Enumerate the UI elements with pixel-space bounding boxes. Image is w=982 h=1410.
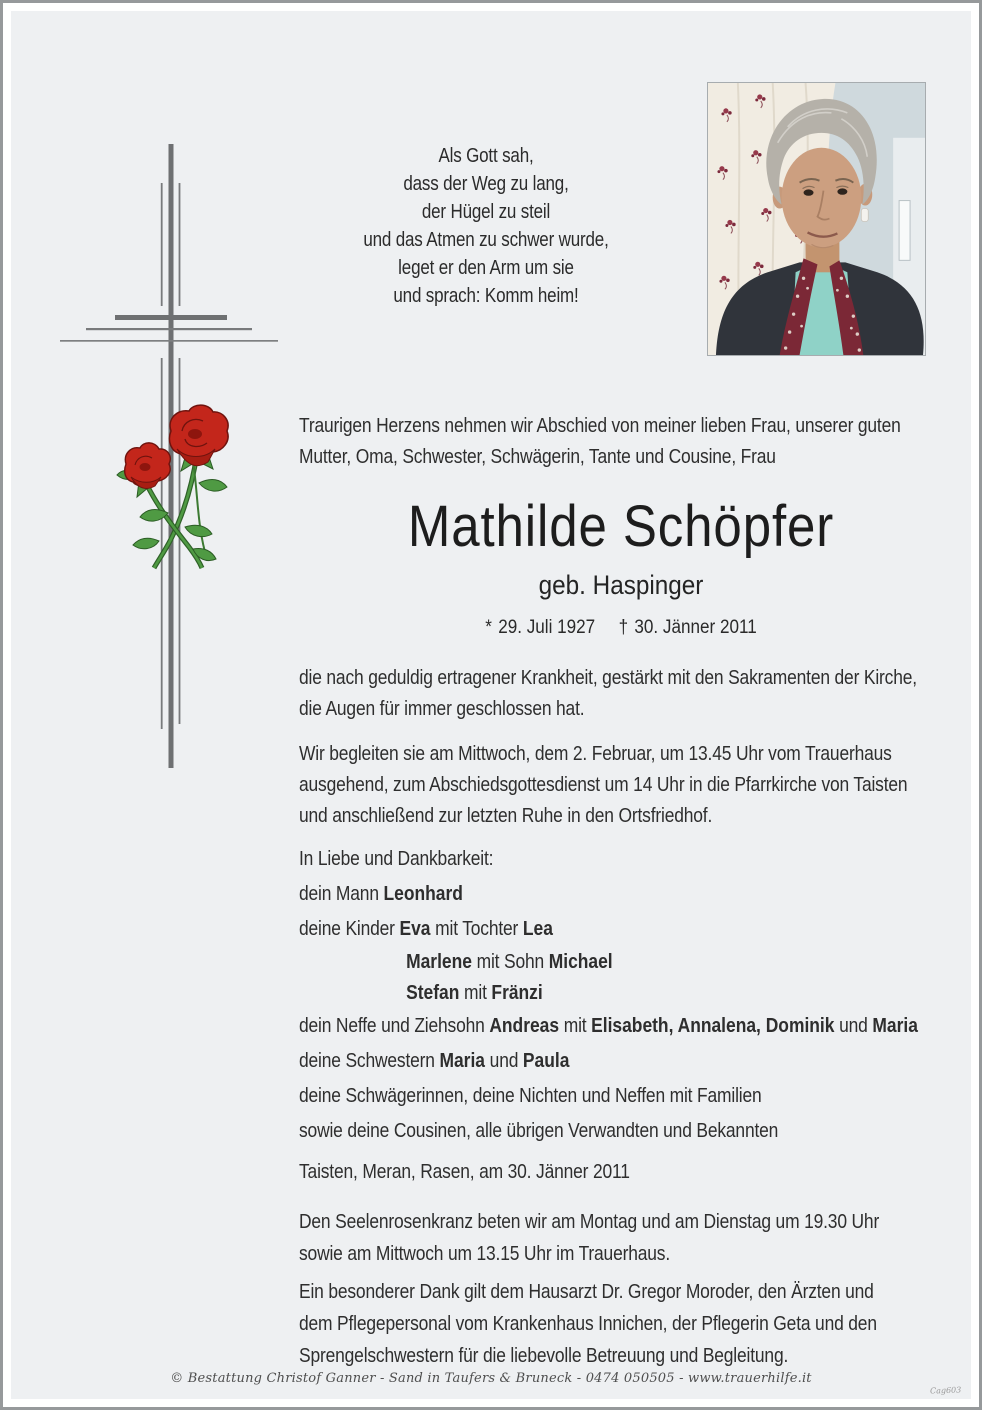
thanks-line: Ein besonderer Dank gilt dem Hausarzt Dr. Gregor Moroder, den Ärzten und: [299, 1280, 874, 1303]
mourner-line: deine Schwestern Maria und Paula: [299, 1049, 570, 1072]
rosary-line: Den Seelenrosenkranz beten wir am Montag und am Dienstag um 19.30 Uhr: [299, 1210, 880, 1233]
passing-line: die nach geduldig ertragener Krankheit, gestärkt mit den Sakramenten der Kirche,: [299, 666, 917, 689]
mourner-line: deine Schwägerinnen, deine Nichten und Neffen mit Familien: [299, 1084, 762, 1107]
rosary-line: sowie am Mittwoch um 13.15 Uhr im Trauerhaus.: [299, 1242, 671, 1265]
mourner-line: sowie deine Cousinen, alle übrigen Verwandten und Bekannten: [299, 1119, 779, 1142]
maiden-name: geb. Haspinger: [538, 570, 704, 600]
mourner-line: deine Kinder Eva mit Tochter Lea: [299, 917, 553, 940]
cross-roses-svg: [47, 131, 287, 781]
main-text-column: [299, 410, 943, 1372]
funeral-line: Wir begleiten sie am Mittwoch, dem 2. Februar, um 13.45 Uhr vom Trauerhaus: [299, 742, 892, 765]
thanks-line: dem Pflegepersonal vom Krankenhaus Innichen, der Pflegerin Geta und den: [299, 1312, 877, 1335]
portrait-svg: [708, 83, 925, 355]
thanks-line: Sprengelschwestern für die liebevolle Betreuung und Begleitung.: [299, 1344, 789, 1367]
mourner-line: dein Neffe und Ziehsohn Andreas mit Elisabeth, Annalena, Dominik und Maria: [299, 1014, 918, 1037]
mourner-line: dein Mann Leonhard: [299, 882, 463, 905]
poem-line: und sprach: Komm heim!: [393, 285, 579, 307]
intro-line: Traurigen Herzens nehmen wir Abschied von meiner lieben Frau, unserer guten: [299, 414, 901, 437]
cross-graphic: [47, 131, 287, 781]
passing-line: die Augen für immer geschlossen hat.: [299, 697, 585, 720]
mourners-list: [299, 876, 943, 1148]
dateline: Taisten, Meran, Rasen, am 30. Jänner 2011: [299, 1160, 630, 1183]
death-date: † 30. Jänner 2011: [618, 617, 757, 638]
intro-line: Mutter, Oma, Schwester, Schwägerin, Tante und Cousine, Frau: [299, 445, 776, 468]
card-inner: [11, 11, 971, 1399]
birth-date: * 29. Juli 1927: [485, 617, 596, 638]
footer-credit: © Bestattung Christof Ganner - Sand in Taufers & Bruneck - 0474 050505 - www.trauerhilfe.it: [170, 1371, 812, 1386]
poem-line: der Hügel zu steil: [421, 201, 551, 223]
printer-mark: Cag603: [929, 1385, 962, 1396]
poem-line: dass der Weg zu lang,: [403, 173, 569, 195]
cross-dagger-icon: †: [618, 617, 629, 638]
funeral-line: und anschließend zur letzten Ruhe in den Ortsfriedhof.: [299, 804, 713, 827]
passing-paragraph: [299, 662, 943, 724]
deceased-name: Mathilde Schöpfer: [407, 494, 835, 559]
mourner-line: Stefan mit Fränzi: [406, 981, 543, 1004]
thanks-paragraph: [299, 1276, 943, 1372]
poem-line: und das Atmen zu schwer wurde,: [363, 229, 609, 251]
vital-dates: [331, 616, 911, 640]
intro-paragraph: [299, 410, 943, 472]
mourners-heading: In Liebe und Dankbarkeit:: [299, 847, 494, 870]
funeral-paragraph: [299, 738, 943, 831]
poem-line: Als Gott sah,: [438, 145, 534, 167]
poem-line: leget er den Arm um sie: [398, 257, 574, 279]
funeral-line: ausgehend, zum Abschiedsgottesdienst um 14 Uhr in die Pfarrkirche von Taisten: [299, 773, 908, 796]
mourner-line: Marlene mit Sohn Michael: [406, 950, 613, 973]
poem: [296, 142, 676, 310]
star-icon: *: [485, 617, 492, 638]
rosary-paragraph: [299, 1206, 943, 1270]
portrait-photo: [707, 82, 926, 356]
